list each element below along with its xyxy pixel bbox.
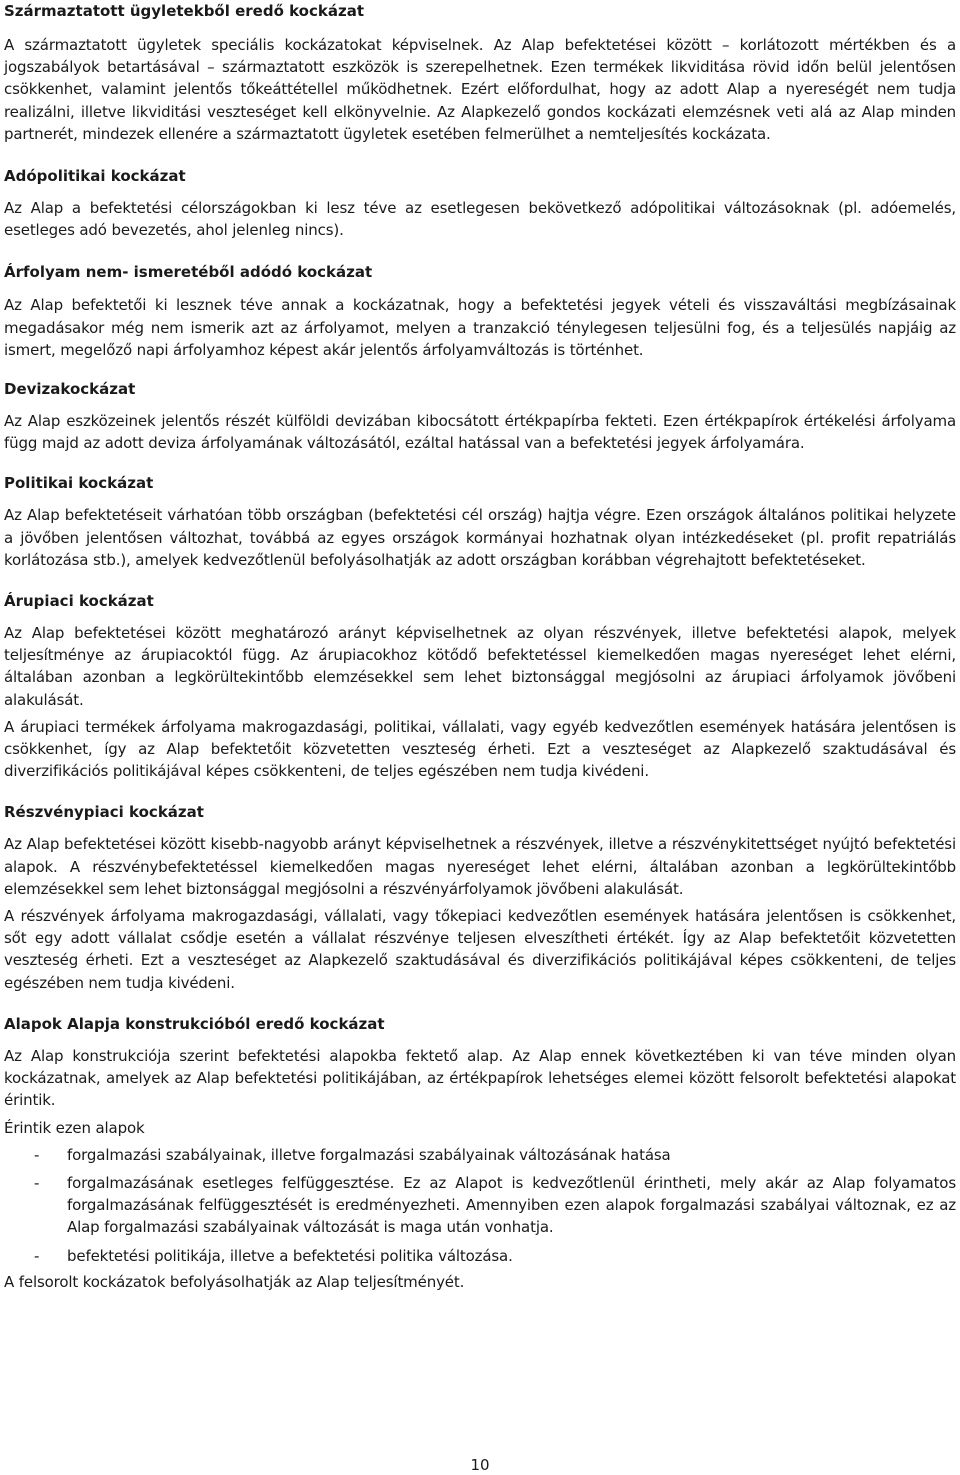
section-paragraph: Érintik ezen alapok <box>4 1118 145 1137</box>
list-dash: - <box>34 1145 40 1164</box>
section-paragraph: A származtatott ügyletek speciális kockázatokat képviselnek. Az Alap befektetései között – korlátozott mértékben és a jogszabályok betartásával – származtatott eszközök is szerepelhetnek. Ezen termékek likviditása rövid időn belül jelentősen csökkenhet, valamint jelentős tőkeáttétellel működhetnek. Ezért előfordulhat, hogy az adott Alap a nyereségét nem tudja realizálni, illetve likviditási veszteséget kell elkönyvelnie. Az Alapkezelő gondos kockázati elemzésnek veti alá az Alap minden partnerét, mindezek ellenére a származtatott ügyletek esetében felmerülhet a nemteljesítés kockázata. <box>4 36 956 143</box>
section-paragraph: Az Alap befektetései között kisebb-nagyobb arányt képviselhetnek a részvények, illetve a részvénykitettséget nyújtó befektetési alapok. A részvénybefektetéssel kiemelkedően magas nyereséget lehet elérni, általában azonban a legkörültekintőbb elemzésekkel sem lehet biztonsággal megjósolni a részvényárfolyamok jövőbeni alakulását. <box>4 835 956 898</box>
section-heading: Árupiaci kockázat <box>4 592 154 611</box>
list-item <box>4 1172 956 1239</box>
section-heading: Politikai kockázat <box>4 474 154 493</box>
list-dash: - <box>34 1173 40 1192</box>
list-item-text: forgalmazási szabályainak, illetve forgalmazási szabályainak változásának hatása <box>67 1145 671 1164</box>
section-paragraph: Az Alap befektetéseit várhatóan több országban (befektetési cél ország) hajtja végre. Ezen országok általános politikai helyzete a jövőben jelentősen változhat, továbbá az egyes országok kormányai hozhatnak olyan intézkedéseket (pl. profit repatriálás korlátozása stb.), amelyek kedvezőtlenül befolyásolhatják az adott országban korábban végrehajtott befektetéseket. <box>4 506 956 569</box>
page-number: 10 <box>470 1456 490 1474</box>
section-paragraph: A részvények árfolyama makrogazdasági, vállalati, vagy tőkepiaci kedvezőtlen események hatására jelentősen is csökkenhet, sőt egy adott vállalat csődje esetén a vállalat részvénye teljesen elveszítheti értékét. Így az Alap befektetőit közvetetten veszteség érheti. Ezt a veszteséget az Alapkezelő szaktudásával és diverzifikációs politikájával képes csökkenteni, de teljes egészében nem tudja kivédeni. <box>4 907 956 992</box>
list-dash: - <box>34 1246 40 1265</box>
section-paragraph: Az Alap befektetői ki lesznek téve annak a kockázatnak, hogy a befektetési jegyek vételi és visszaváltási megbízásainak megadásakor még nem ismerik azt az árfolyamot, melyen a tranzakció ténylegesen teljesülni fog, és a teljesülés napjáig az ismert, megelőző napi árfolyamhoz képest akár jelentős árfolyamváltozás is történhet. <box>4 296 956 359</box>
section-heading: Részvénypiaci kockázat <box>4 803 204 822</box>
section-paragraph: Az Alap befektetései között meghatározó arányt képviselhetnek az olyan részvények, illetve befektetési alapok, melyek teljesítménye az árupiacoktól függ. Az árupiacokhoz kötődő befektetéssel kiemelkedően magas nyereséget lehet elérni, általában azonban a legkörültekintőbb elemzésekkel sem lehet biztonsággal megjósolni az árupiaci árfolyamok jövőbeni alakulását. <box>4 624 956 709</box>
affected-items-list <box>4 1144 956 1267</box>
section-paragraph: A árupiaci termékek árfolyama makrogazdasági, politikai, vállalati, vagy egyéb kedvezőtlen események hatására jelentősen is csökkenhet, így az Alap befektetőit közvetetten veszteség érheti. Ezt a veszteséget az Alapkezelő szaktudásával és diverzifikációs politikájával képes csökkenteni, de teljes egészében nem tudja kivédeni. <box>4 717 956 781</box>
list-item-text: befektetési politikája, illetve a befektetési politika változása. <box>67 1246 513 1265</box>
section-paragraph: Az Alap konstrukciója szerint befektetési alapokba fektető alap. Az Alap ennek következtében ki van téve minden olyan kockázatnak, amelyek az Alap befektetési politikájában, az értékpapírok lehetséges elemei között felsorolt befektetési alapokat érintik. <box>4 1046 956 1110</box>
closing-paragraph: A felsorolt kockázatok befolyásolhatják az Alap teljesítményét. <box>4 1272 465 1291</box>
list-item <box>4 1245 956 1267</box>
list-item <box>4 1144 956 1166</box>
section-heading: Devizakockázat <box>4 380 136 399</box>
section-heading: Adópolitikai kockázat <box>4 167 186 186</box>
document-page <box>4 0 956 1293</box>
section-heading: Árfolyam nem- ismeretéből adódó kockázat <box>4 263 373 282</box>
section-paragraph: Az Alap eszközeinek jelentős részét külföldi devizában kibocsátott értékpapírba fekteti. Ezen értékpapírok értékelési árfolyama függ majd az adott deviza árfolyamának változásától, ezáltal hatással van a befektetési jegyek árfolyamára. <box>4 412 956 453</box>
section-heading: Származtatott ügyletekből eredő kockázat <box>4 2 364 20</box>
section-heading: Alapok Alapja konstrukcióból eredő kockázat <box>4 1014 385 1033</box>
list-item-text: forgalmazásának esetleges felfüggesztése. Ez az Alapot is kedvezőtlenül érintheti, mely akár az Alap folyamatos forgalmazásának felfüggesztését is eredményezheti. Amennyiben ezen alapok forgalmazási szabályai változnak, ez az Alap forgalmazási szabályainak változását is maga után vonhatja. <box>67 1173 956 1237</box>
section-paragraph: Az Alap a befektetési célországokban ki lesz téve az esetlegesen bekövetkező adópolitikai változásoknak (pl. adóemelés, esetleges adó bevezetés, ahol jelenleg nincs). <box>4 199 956 240</box>
